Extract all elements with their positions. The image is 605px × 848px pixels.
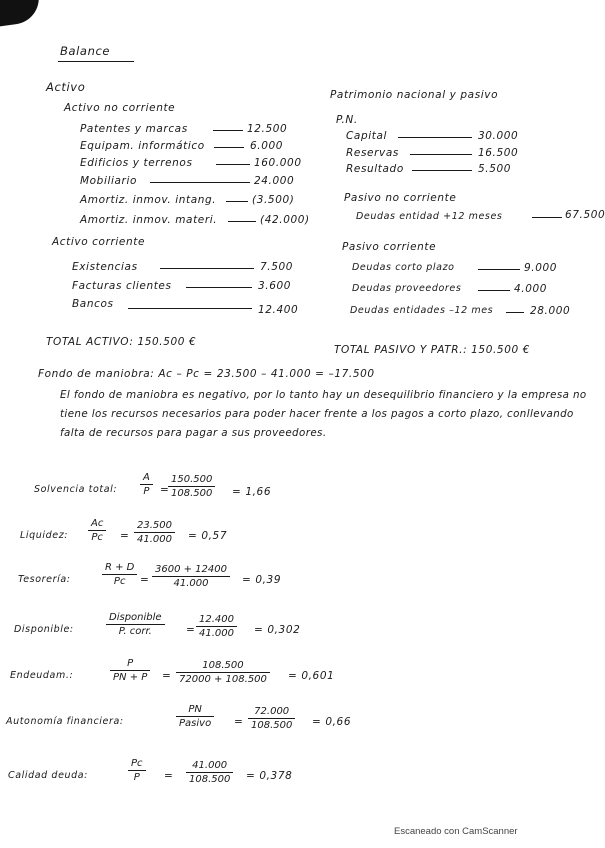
list-item-value: 16.500: [478, 147, 519, 159]
ratio-label: Solvencia total:: [34, 484, 118, 495]
ratio-label: Calidad deuda:: [8, 770, 88, 781]
pasivo-heading: Patrimonio nacional y pasivo: [330, 89, 499, 101]
list-item: Deudas entidades –12 mes: [350, 305, 494, 316]
total-activo: TOTAL ACTIVO: 150.500 €: [46, 336, 197, 348]
camscanner-footer: Escaneado con CamScanner: [394, 826, 518, 837]
pn-heading: P.N.: [336, 114, 358, 126]
list-item-value: 7.500: [260, 261, 294, 273]
fondo-maniobra-paragraph: El fondo de maniobra es negativo, por lo tanto hay un desequilibrio financiero y la empresa no tiene los recursos necesarios para poder hacer frente a los pagos a corto plazo, conllevando falta de recursos para pagar a sus proveedores.: [60, 389, 587, 439]
list-item-value: 9.000: [524, 262, 558, 274]
total-pasivo: TOTAL PASIVO Y PATR.: 150.500 €: [334, 344, 530, 356]
list-item-value: (3.500): [252, 194, 295, 206]
title-underline: [58, 61, 134, 62]
list-item-value: 12.500: [247, 123, 288, 135]
ratio-fraction-values: $\frac{23.500}{41.000}$: [134, 520, 175, 545]
ratio-result: = 0,302: [254, 624, 301, 636]
list-item-value: 4.000: [514, 283, 548, 295]
list-item-value: (42.000): [260, 214, 310, 226]
ratio-fraction-symbolic: PN Pasivo: [176, 704, 214, 729]
ratio-label: Endeudam.:: [10, 670, 74, 681]
ratio-fraction-values: $\frac{41.000}{108.500}$: [186, 760, 233, 785]
ratio-result: = 1,66: [232, 486, 272, 498]
ratio-fraction-symbolic: $\frac{A}{P}$: [140, 472, 153, 497]
list-item-value: 5.500: [478, 163, 512, 175]
ratio-label: Tesorería:: [18, 574, 71, 585]
ratio-fraction-values: $\frac{108.500}{72000 + 108.500}$: [176, 660, 270, 685]
activo-no-corriente-heading: Activo no corriente: [64, 102, 176, 114]
list-item-value: 67.500: [565, 209, 605, 221]
list-item-value: 12.400: [258, 304, 299, 316]
list-item: Reservas: [346, 147, 399, 159]
list-item: Facturas clientes: [72, 280, 172, 292]
list-item: Deudas corto plazo: [352, 262, 455, 273]
list-item: Deudas entidad +12 meses: [356, 211, 503, 222]
ratio-fraction-values: $\frac{3600 + 12400}{41.000}$: [152, 564, 230, 589]
ratio-result: = 0,57: [188, 530, 228, 542]
ratio-fraction-symbolic: $\frac{R + D}{Pc}$: [102, 562, 137, 587]
list-item: Amortiz. inmov. materi.: [80, 214, 218, 226]
ratio-fraction-symbolic: Disponible P. corr.: [106, 612, 165, 637]
list-item: Capital: [346, 130, 388, 142]
ratio-result: = 0,66: [312, 716, 352, 728]
fondo-maniobra-formula: Fondo de maniobra: Ac – Pc = 23.500 – 41.000 = –17.500: [38, 368, 375, 380]
ratio-fraction-symbolic: $\frac{Ac}{Pc}$: [88, 518, 106, 543]
list-item: Mobiliario: [80, 175, 137, 187]
list-item: Deudas proveedores: [352, 283, 462, 294]
ratio-fraction-values: $\frac{12.400}{41.000}$: [196, 614, 237, 639]
list-item-value: 28.000: [530, 305, 571, 317]
list-item: Existencias: [72, 261, 138, 273]
list-item-value: 24.000: [254, 175, 295, 187]
list-item: Equipam. informático: [80, 140, 205, 152]
list-item-value: 3.600: [258, 280, 292, 292]
pasivo-corriente-heading: Pasivo corriente: [342, 241, 437, 253]
pasivo-no-corriente-heading: Pasivo no corriente: [344, 192, 457, 204]
activo-corriente-heading: Activo corriente: [52, 236, 146, 248]
ratio-fraction-symbolic: $\frac{P}{PN + P}$: [110, 658, 150, 683]
ratio-label: Liquidez:: [20, 530, 69, 541]
activo-heading: Activo: [46, 80, 86, 94]
list-item-value: 6.000: [250, 140, 284, 152]
list-item: Patentes y marcas: [80, 123, 188, 135]
list-item: Edificios y terrenos: [80, 157, 193, 169]
page-title: Balance: [60, 44, 111, 58]
ratio-fraction-values: $\frac{150.500}{108.500}$: [168, 474, 215, 499]
ratio-label: Autonomía financiera:: [6, 716, 124, 727]
list-item: Bancos: [72, 298, 114, 310]
ratio-fraction-symbolic: $\frac{Pc}{P}$: [128, 758, 146, 783]
list-item: Amortiz. inmov. intang.: [80, 194, 217, 206]
ratio-result: = 0,601: [288, 670, 335, 682]
ratio-label: Disponible:: [14, 624, 74, 635]
list-item-value: 30.000: [478, 130, 519, 142]
scan-corner-shadow: [0, 0, 42, 27]
ratio-fraction-values: $\frac{72.000}{108.500}$: [248, 706, 295, 731]
list-item-value: 160.000: [254, 157, 302, 169]
ratio-result: = 0,378: [246, 770, 293, 782]
list-item: Resultado: [346, 163, 404, 175]
ratio-result: = 0,39: [242, 574, 282, 586]
